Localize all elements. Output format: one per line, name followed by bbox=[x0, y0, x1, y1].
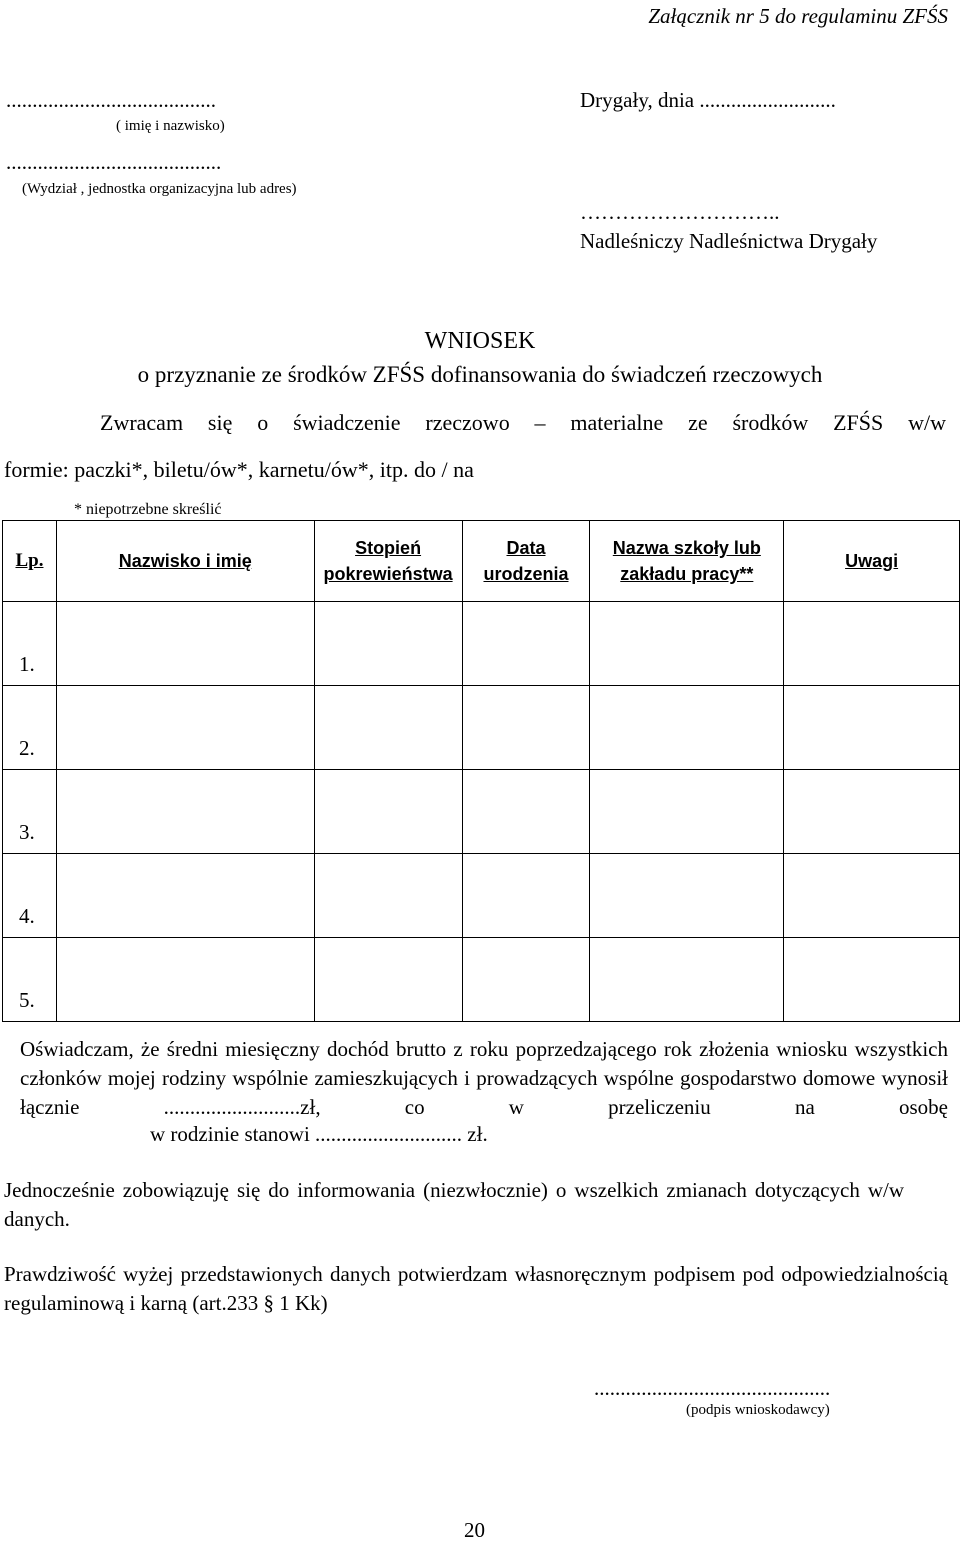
header-notes: Uwagi bbox=[784, 521, 960, 602]
table-row bbox=[3, 854, 960, 938]
addressee-dots: ……………………….. bbox=[580, 200, 780, 224]
row-relation-cell[interactable] bbox=[314, 602, 462, 686]
row-relation-cell[interactable] bbox=[314, 938, 462, 1022]
table-row bbox=[3, 602, 960, 686]
row-notes-cell[interactable] bbox=[784, 938, 960, 1022]
family-table bbox=[2, 520, 960, 1022]
row-birthdate-cell[interactable] bbox=[462, 770, 590, 854]
document-title: WNIOSEK bbox=[424, 328, 536, 354]
row-birthdate-cell[interactable] bbox=[462, 938, 590, 1022]
row-relation-cell[interactable] bbox=[314, 770, 462, 854]
row-name-cell[interactable] bbox=[56, 602, 314, 686]
row-birthdate-cell[interactable] bbox=[462, 686, 590, 770]
place-date: Drygały, dnia .......................... bbox=[580, 88, 836, 112]
signature-dots: ............................................. bbox=[594, 1376, 831, 1400]
intro-line-1: Zwracam się o świadczenie rzeczowo – materialne ze środków ZFŚS w/w bbox=[100, 410, 946, 435]
signature-caption: (podpis wnioskodawcy) bbox=[686, 1402, 830, 1418]
department-caption: (Wydział , jednostka organizacyjna lub adres) bbox=[22, 181, 297, 197]
row-notes-cell[interactable] bbox=[784, 602, 960, 686]
document-subtitle: o przyznanie ze środków ZFŚS dofinansowania do świadczeń rzeczowych bbox=[137, 362, 823, 387]
name-caption: ( imię i nazwisko) bbox=[116, 118, 225, 134]
intro-line-2: formie: paczki*, biletu/ów*, karnetu/ów*, itp. do / na bbox=[4, 457, 474, 482]
row-number: 2. bbox=[3, 686, 57, 770]
header-lp: Lp. bbox=[3, 521, 57, 602]
header-school-line1: Nazwa szkoły lub bbox=[612, 538, 761, 558]
header-name: Nazwisko i imię bbox=[56, 521, 314, 602]
header-relation-line1: Stopień bbox=[355, 538, 422, 558]
header-school-line2: zakładu pracy** bbox=[620, 564, 754, 584]
page-number: 20 bbox=[464, 1518, 485, 1542]
row-relation-cell[interactable] bbox=[314, 686, 462, 770]
row-relation-cell[interactable] bbox=[314, 854, 462, 938]
row-name-cell[interactable] bbox=[56, 686, 314, 770]
obligation-statement: Jednocześnie zobowiązuję się do informowania (niezwłocznie) o wszelkich zmianach dotyczących w/w danych. bbox=[4, 1178, 904, 1231]
row-number: 4. bbox=[3, 854, 57, 938]
header-relation-line2: pokrewieństwa bbox=[323, 564, 453, 584]
header-school bbox=[590, 521, 784, 602]
header-birthdate-line2: urodzenia bbox=[483, 564, 569, 584]
header-birthdate bbox=[462, 521, 590, 602]
row-number: 1. bbox=[3, 602, 57, 686]
row-number: 5. bbox=[3, 938, 57, 1022]
footnote: * niepotrzebne skreślić bbox=[74, 501, 222, 518]
row-notes-cell[interactable] bbox=[784, 770, 960, 854]
row-school-cell[interactable] bbox=[590, 854, 784, 938]
table-row bbox=[3, 770, 960, 854]
row-number: 3. bbox=[3, 770, 57, 854]
table-header-row bbox=[3, 521, 960, 602]
income-declaration: Oświadczam, że średni miesięczny dochód brutto z roku poprzedzającego rok złożenia wniosku wszystkich członków mojej rodziny wspólnie zamieszkujących i prowadzących wspólne gospodarstwo domowe wynosił łącznie ..........................zł, co w przeliczeniu na osobę bbox=[20, 1037, 948, 1119]
table-row bbox=[3, 938, 960, 1022]
name-dots: ........................................ bbox=[6, 88, 216, 112]
department-dots: ......................................... bbox=[6, 150, 222, 174]
row-birthdate-cell[interactable] bbox=[462, 602, 590, 686]
row-school-cell[interactable] bbox=[590, 686, 784, 770]
row-notes-cell[interactable] bbox=[784, 686, 960, 770]
header-birthdate-line1: Data bbox=[506, 538, 546, 558]
row-school-cell[interactable] bbox=[590, 602, 784, 686]
row-name-cell[interactable] bbox=[56, 938, 314, 1022]
header-relation bbox=[314, 521, 462, 602]
row-name-cell[interactable] bbox=[56, 854, 314, 938]
row-notes-cell[interactable] bbox=[784, 854, 960, 938]
truth-statement: Prawdziwość wyżej przedstawionych danych potwierdzam własnoręcznym podpisem pod odpowiedzialnością regulaminową i karną (art.233 § 1 Kk) bbox=[4, 1262, 948, 1315]
row-school-cell[interactable] bbox=[590, 938, 784, 1022]
annex-label: Załącznik nr 5 do regulaminu ZFŚS bbox=[648, 4, 948, 28]
addressee: Nadleśniczy Nadleśnictwa Drygały bbox=[580, 229, 878, 253]
table-row bbox=[3, 686, 960, 770]
row-name-cell[interactable] bbox=[56, 770, 314, 854]
row-school-cell[interactable] bbox=[590, 770, 784, 854]
income-declaration-end: w rodzinie stanowi ............................ zł. bbox=[150, 1122, 488, 1146]
row-birthdate-cell[interactable] bbox=[462, 854, 590, 938]
